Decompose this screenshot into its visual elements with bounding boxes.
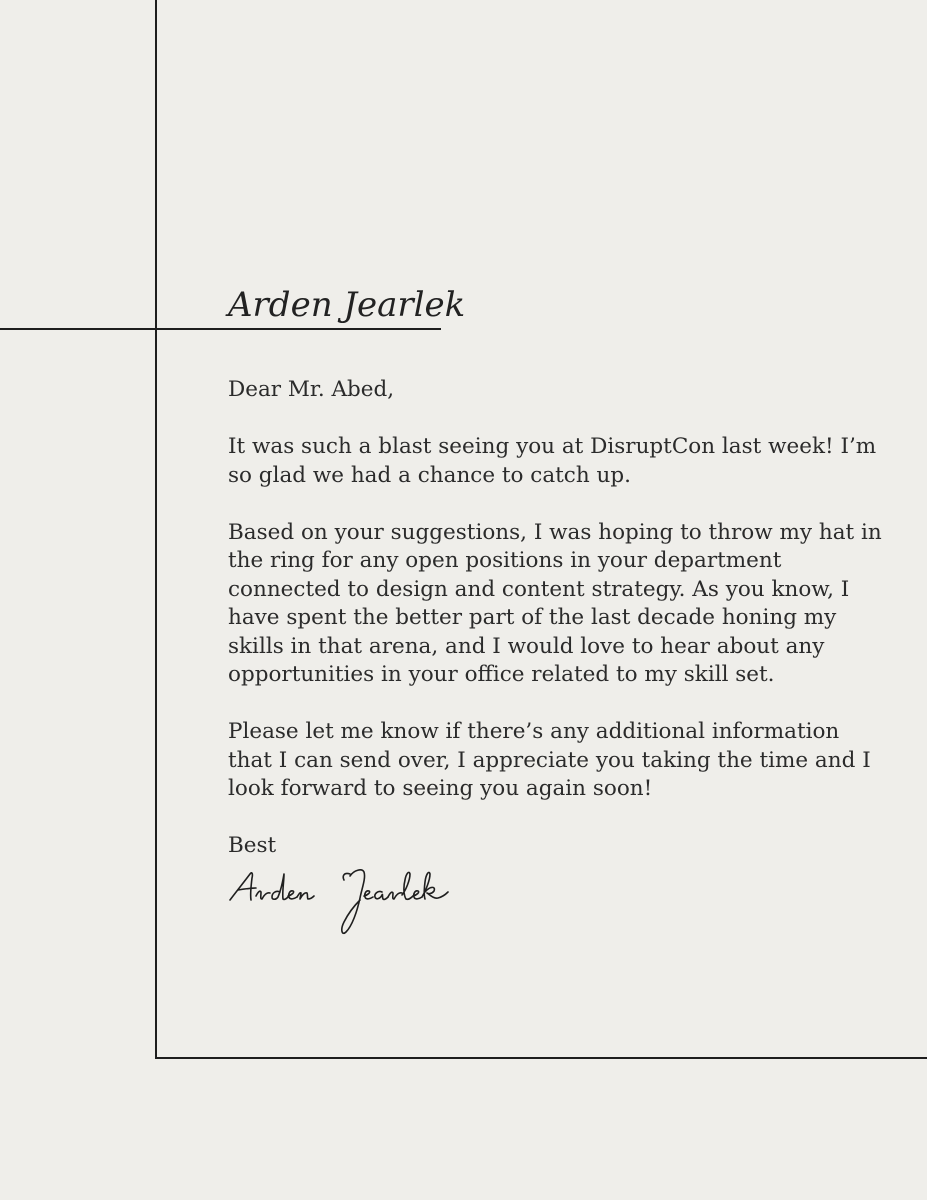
vertical-rule <box>155 0 157 1059</box>
salutation: Dear Mr. Abed, <box>228 377 395 402</box>
closing: Best <box>228 833 277 858</box>
paragraph-2: Based on your suggestions, I was hoping to throw my hat in the ring for any open positions in your department connected to design and content strategy. As you know, I have spent the better part of the last decade honing my skills in that arena, and I would love to hear about any opportunities in your office related to my skill set. <box>228 519 882 687</box>
header-underline-rule <box>0 328 441 330</box>
letter-body <box>228 376 888 861</box>
handwritten-signature <box>226 862 486 942</box>
bottom-rule <box>155 1057 927 1059</box>
paragraph-3: Please let me know if there’s any additional information that I can send over, I appreciate you taking the time and I look forward to seeing you again soon! <box>228 719 871 801</box>
sender-name: Arden Jearlek <box>228 285 466 325</box>
paragraph-1: It was such a blast seeing you at DisruptCon last week! I’m so glad we had a chance to catch up. <box>228 434 877 488</box>
